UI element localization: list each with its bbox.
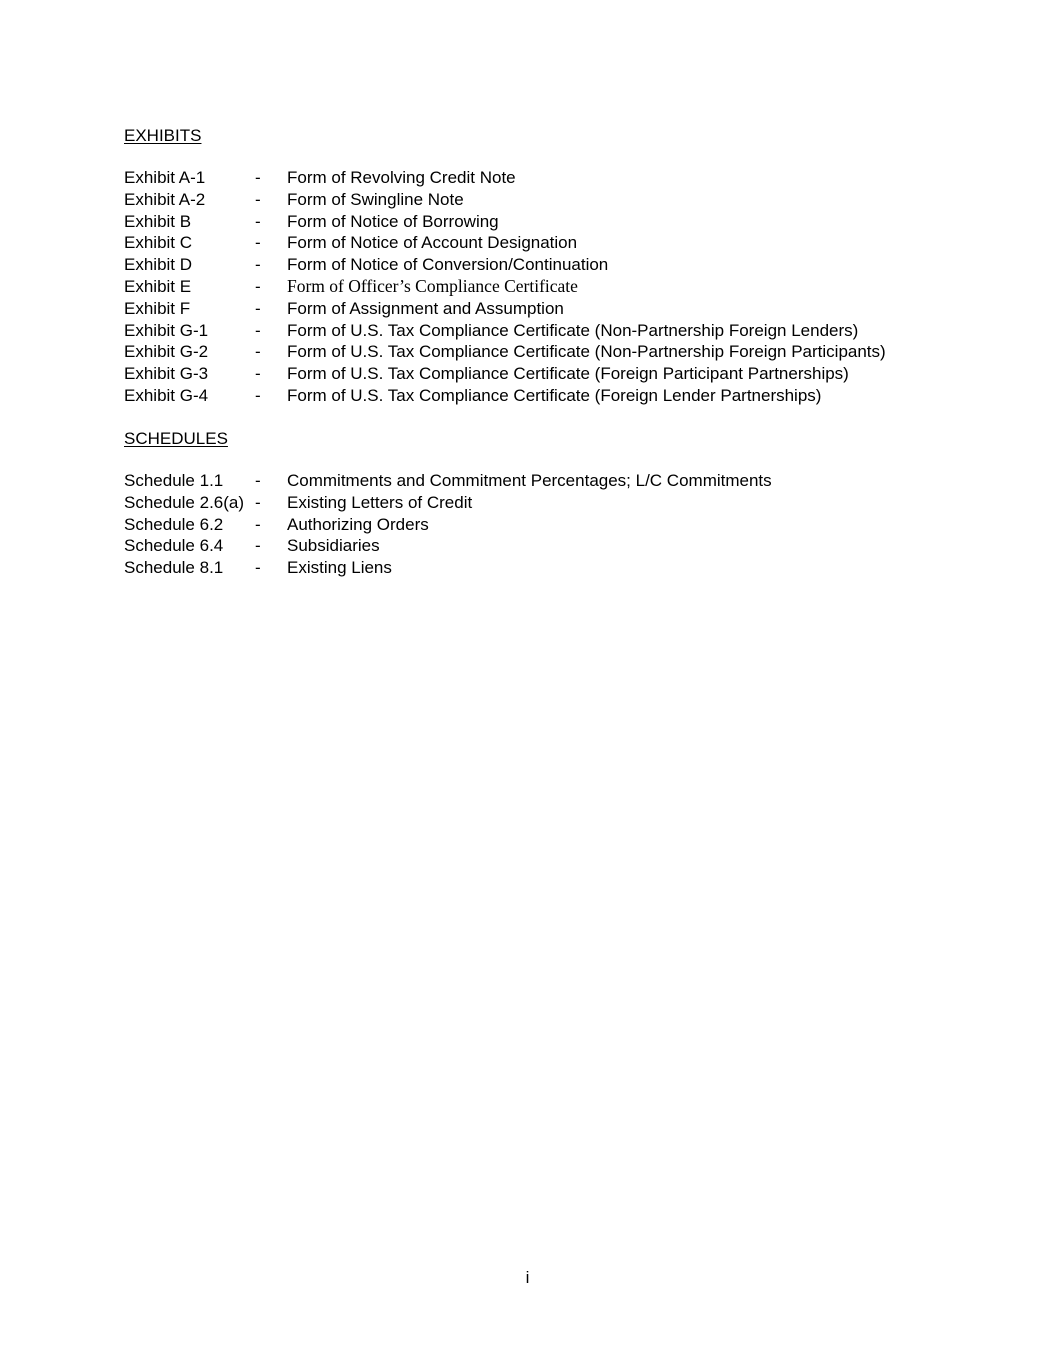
exhibit-description: Form of Swingline Note	[287, 189, 464, 209]
separator-dash: -	[255, 168, 261, 187]
separator-dash: -	[255, 320, 261, 340]
page-number: i	[525, 1268, 530, 1287]
schedule-label: Schedule 1.1	[124, 471, 224, 490]
separator-dash: -	[255, 211, 261, 231]
exhibit-description: Form of U.S. Tax Compliance Certificate (Non-Partnership Foreign Lenders)	[287, 320, 859, 340]
separator-dash: -	[255, 276, 261, 296]
separator-dash: -	[255, 558, 261, 578]
exhibit-description: Form of Revolving Credit Note	[287, 168, 516, 187]
exhibit-label: Exhibit A-2	[124, 189, 206, 209]
exhibit-label: Exhibit B	[124, 211, 192, 231]
schedule-description: Existing Liens	[287, 558, 392, 578]
exhibit-label: Exhibit F	[124, 298, 191, 318]
exhibit-description: Form of U.S. Tax Compliance Certificate (Foreign Lender Partnerships)	[287, 385, 822, 405]
exhibit-label: Exhibit G-2	[124, 342, 209, 362]
separator-dash: -	[255, 298, 261, 318]
exhibit-description: Form of Assignment and Assumption	[287, 298, 564, 318]
exhibit-description: Form of U.S. Tax Compliance Certificate (Non-Partnership Foreign Participants)	[287, 342, 886, 362]
schedule-label: Schedule 2.6(a)	[124, 492, 245, 512]
exhibit-label: Exhibit E	[124, 276, 192, 296]
separator-dash: -	[255, 233, 261, 253]
separator-dash: -	[255, 385, 261, 405]
exhibit-description: Form of Notice of Borrowing	[287, 211, 499, 231]
exhibit-description: Form of Notice of Account Designation	[287, 233, 578, 253]
exhibit-label: Exhibit G-3	[124, 364, 209, 384]
exhibit-label: Exhibit G-1	[124, 320, 209, 340]
exhibit-label: Exhibit C	[124, 233, 193, 253]
schedule-label: Schedule 6.2	[124, 514, 224, 534]
separator-dash: -	[255, 492, 261, 512]
exhibit-label: Exhibit G-4	[124, 385, 209, 405]
exhibit-label: Exhibit A-1	[124, 168, 206, 187]
exhibit-description: Form of Notice of Conversion/Continuation	[287, 255, 609, 275]
exhibits-heading: EXHIBITS	[124, 126, 202, 145]
separator-dash: -	[255, 189, 261, 209]
separator-dash: -	[255, 514, 261, 534]
schedule-label: Schedule 6.4	[124, 536, 224, 556]
exhibit-description: Form of Officer’s Compliance Certificate	[287, 275, 578, 296]
separator-dash: -	[255, 471, 261, 490]
schedule-description: Existing Letters of Credit	[287, 492, 473, 512]
schedule-description: Commitments and Commitment Percentages; L/C Commitments	[287, 471, 772, 490]
exhibit-label: Exhibit D	[124, 255, 193, 275]
separator-dash: -	[255, 364, 261, 384]
separator-dash: -	[255, 255, 261, 275]
separator-dash: -	[255, 342, 261, 362]
schedule-description: Subsidiaries	[287, 536, 380, 556]
schedule-label: Schedule 8.1	[124, 558, 224, 578]
schedule-description: Authorizing Orders	[287, 514, 429, 534]
schedules-heading: SCHEDULES	[124, 429, 228, 448]
exhibit-description: Form of U.S. Tax Compliance Certificate (Foreign Participant Partnerships)	[287, 364, 849, 384]
separator-dash: -	[255, 536, 261, 556]
